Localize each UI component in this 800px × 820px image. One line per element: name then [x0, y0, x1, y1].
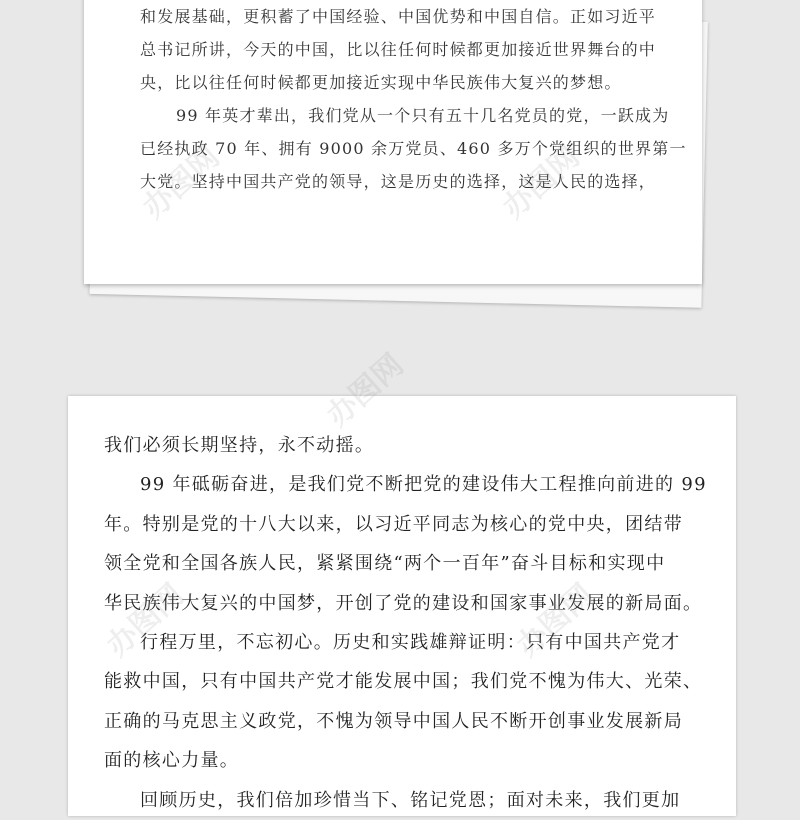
text-line: 回顾历史，我们倍加珍惜当下、铭记党恩；面对未来，我们更加: [140, 789, 681, 811]
watermark: 办图网: [136, 139, 227, 226]
text-line: 央，比以往任何时候都更加接近实现中华民族伟大复兴的梦想。: [140, 73, 622, 92]
previous-page-text: [140, 0, 687, 198]
text-line: 我们必须长期坚持，永不动摇。: [104, 435, 375, 456]
text-line: 能救中国，只有中国共产党才能发展中国；我们党不愧为伟大、光荣、: [104, 671, 703, 693]
text-line: 大党。坚持中国共产党的领导，这是历史的选择，这是人民的选择，: [140, 172, 657, 191]
watermark: 办图网: [100, 577, 191, 664]
text-line: 面的核心力量。: [104, 750, 240, 772]
previous-page: [84, 0, 702, 284]
text-line: 行程万里，不忘初心。历史和实践雄辩证明：只有中国共产党才: [140, 631, 681, 653]
previous-page-stack: [84, 0, 706, 298]
text-line: 和发展基础，更积蓄了中国经验、中国优势和中国自信。正如习近平: [140, 7, 657, 26]
text-line: 99 年砥砺奋进，是我们党不断把党的建设伟大工程推向前进的 99: [140, 474, 707, 496]
watermark: 办图网: [320, 347, 411, 434]
text-line: 领全党和全国各族人民，紧紧围绕“两个一百年”奋斗目标和实现中: [104, 553, 666, 575]
text-line: 已经执政 70 年、拥有 9000 余万党员、460 多万个党组织的世界第一: [140, 139, 687, 158]
document-text: [104, 426, 707, 820]
text-line: 年。特别是党的十八大以来，以习近平同志为核心的党中央，团结带: [104, 513, 683, 535]
text-line: 99 年英才辈出，我们党从一个只有五十几名党员的党，一跃成为: [176, 106, 670, 125]
text-line: 正确的马克思主义政党，不愧为领导中国人民不断开创事业发展新局: [104, 710, 683, 732]
text-line: 总书记所讲，今天的中国，比以往任何时候都更加接近世界舞台的中: [140, 40, 657, 59]
watermark: 办图网: [510, 577, 601, 664]
document-page: [68, 347, 736, 816]
watermark: 办图网: [496, 139, 587, 226]
text-line: 华民族伟大复兴的中国梦，开创了党的建设和国家事业发展的新局面。: [104, 592, 703, 614]
